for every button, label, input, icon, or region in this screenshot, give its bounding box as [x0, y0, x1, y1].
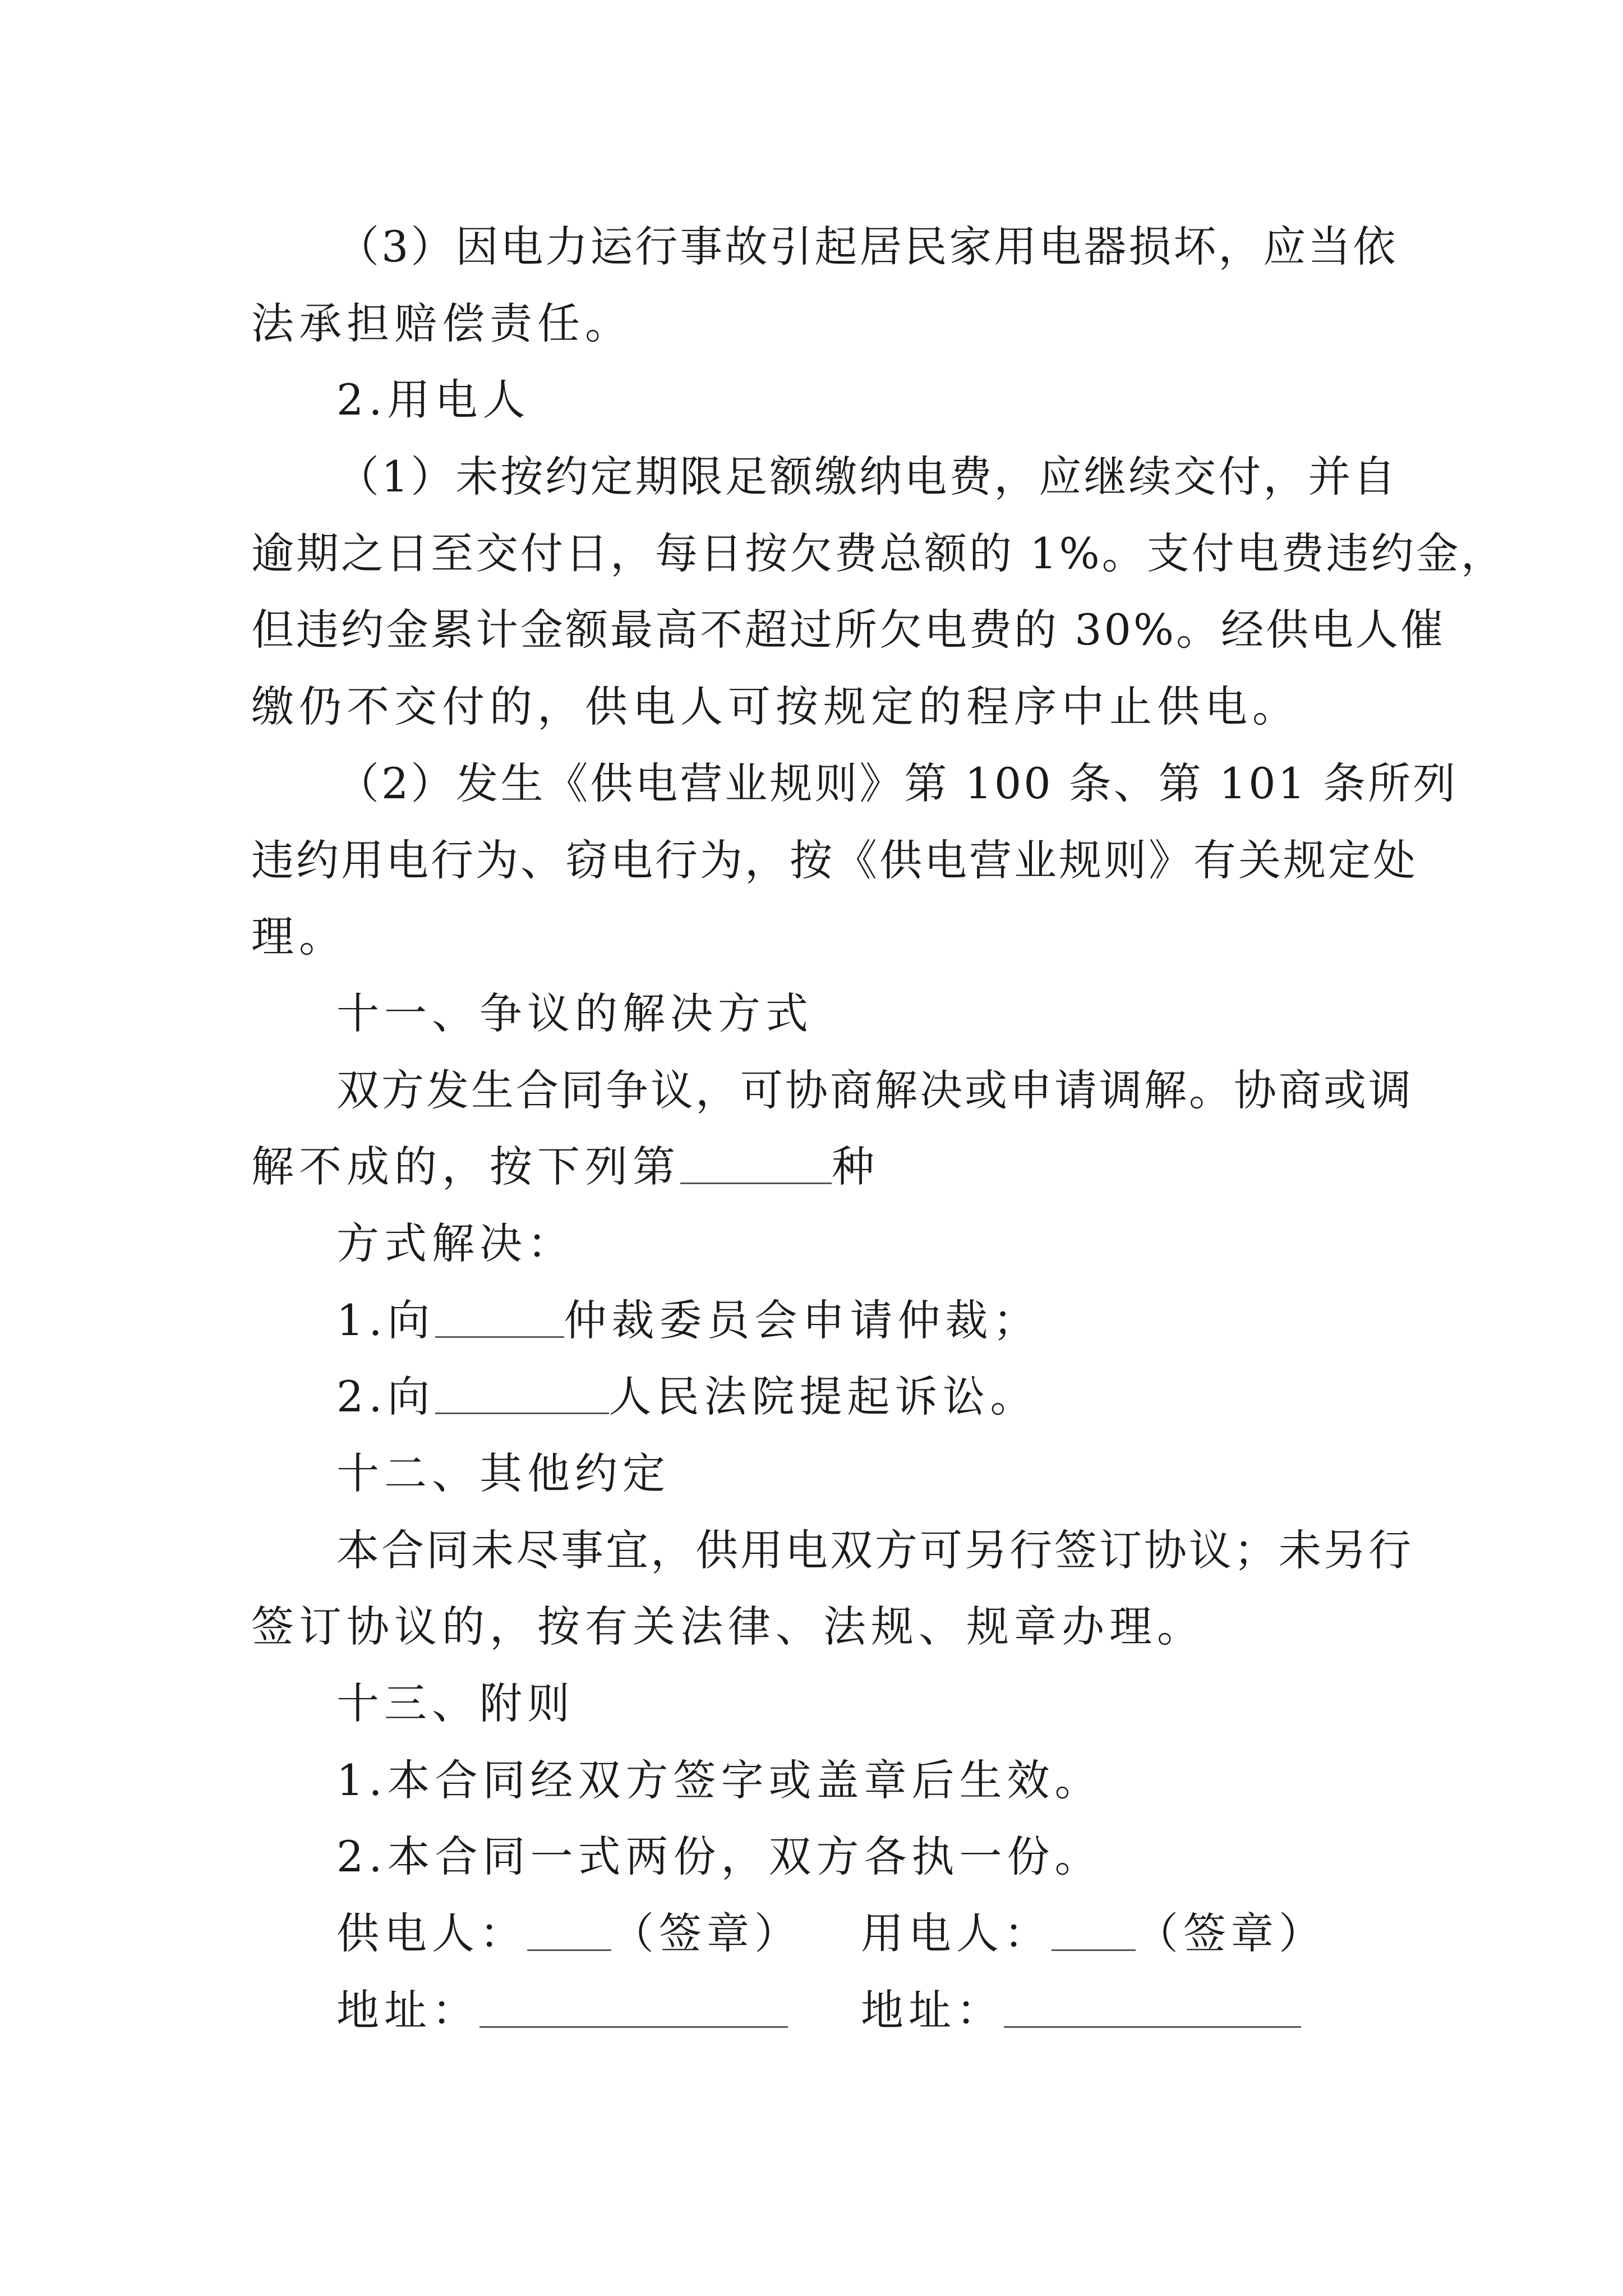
paragraph-line: 方式解决： [336, 1218, 575, 1268]
paragraph-line: 缴仍不交付的，供电人可按规定的程序中止供电。 [251, 682, 1300, 731]
supplier-sign-blank [527, 1906, 611, 1951]
paragraph-line [336, 1292, 1623, 1349]
paragraph-line: 2.本合同一式两份，双方各执一份。 [336, 1832, 1103, 1881]
paragraph-text: 种 [832, 1142, 879, 1191]
paragraph-line: 1.本合同经双方签字或盖章后生效。 [336, 1755, 1103, 1805]
paragraph-line: 本合同未尽事宜，供用电双方可另行签订协议；未另行 [336, 1525, 1413, 1575]
fill-blank [435, 1292, 564, 1338]
section-heading: 十一、争议的解决方式 [336, 988, 813, 1038]
paragraph-text: 2.向 [336, 1372, 435, 1421]
paragraph-line: 签订协议的，按有关法律、法规、规章办理。 [251, 1602, 1205, 1651]
user-label: 用电人： [861, 1908, 1052, 1958]
paragraph-line: （3）因电力运行事故引起居民家用电器损坏，应当依 [336, 222, 1398, 272]
address-blank [1004, 1982, 1301, 2028]
paragraph-text: 仲裁委员会申请仲裁； [564, 1295, 1041, 1345]
address-label: 地址： [336, 1985, 479, 2035]
user-address [861, 1982, 1301, 2039]
paragraph-line: 违约用电行为、窃电行为，按《供电营业规则》有关规定处 [251, 835, 1418, 885]
section-heading: 十二、其他约定 [336, 1448, 670, 1498]
user-sign-blank [1052, 1906, 1136, 1951]
paragraph-line [251, 1139, 1623, 1195]
paragraph-text: 1.向 [336, 1295, 435, 1345]
paragraph-line: （2）发生《供电营业规则》第 100 条、第 101 条所列 [336, 758, 1458, 808]
fill-blank [435, 1369, 609, 1414]
address-label: 地址： [861, 1985, 1004, 2035]
section-heading: 十三、附则 [336, 1678, 575, 1728]
fill-blank [680, 1139, 832, 1184]
paragraph-line: 但违约金累计金额最高不超过所欠电费的 30%。经供电人催 [251, 605, 1446, 655]
paragraph-line [336, 1369, 1623, 1425]
supplier-seal-label: （签章） [611, 1908, 802, 1958]
section-heading: 2.用电人 [336, 375, 531, 425]
supplier-label: 供电人： [336, 1908, 527, 1958]
paragraph-line: 理。 [251, 912, 347, 961]
paragraph-line: 双方发生合同争议，可协商解决或申请调解。协商或调 [336, 1065, 1413, 1115]
paragraph-text: 人民法院提起诉讼。 [608, 1372, 1038, 1421]
supplier-signature [336, 1906, 802, 1962]
supplier-address [336, 1982, 788, 2039]
paragraph-line: 法承担赔偿责任。 [251, 298, 633, 348]
paragraph-text: 解不成的，按下列第 [251, 1142, 680, 1191]
user-seal-label: （签章） [1136, 1908, 1326, 1958]
address-blank [479, 1982, 788, 2028]
paragraph-line: 逾期之日至交付日，每日按欠费总额的 1%。支付电费违约金， [251, 528, 1506, 578]
paragraph-line: （1）未按约定期限足额缴纳电费，应继续交付，并自 [336, 452, 1398, 501]
user-signature [861, 1906, 1326, 1962]
